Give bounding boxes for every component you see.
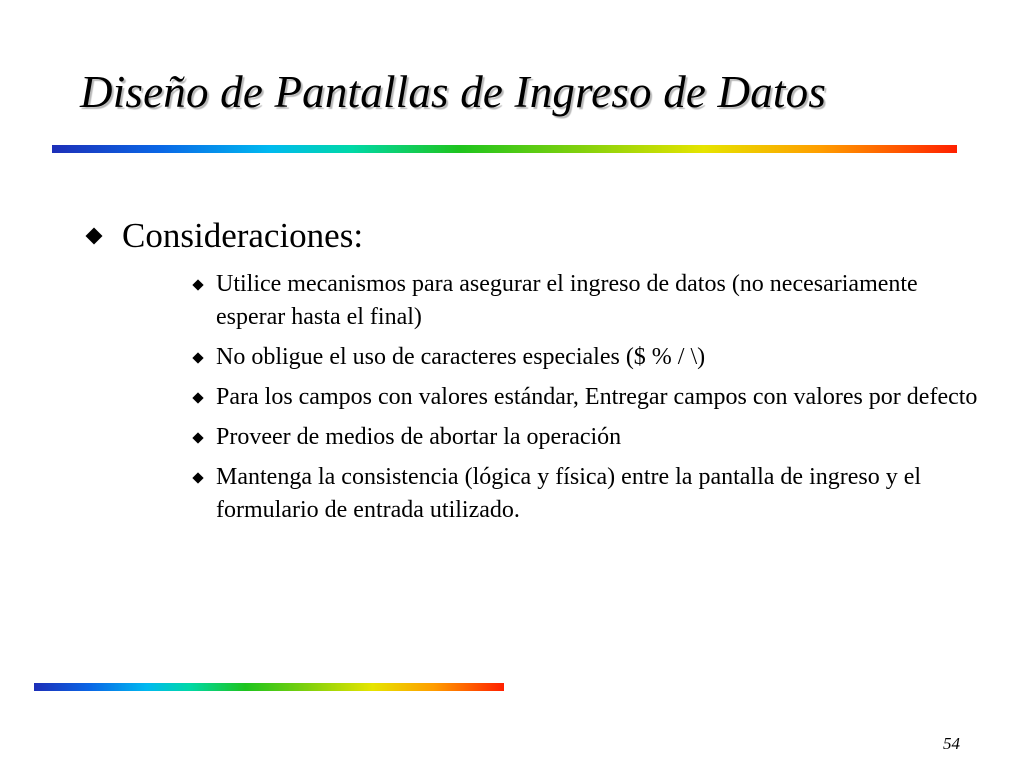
main-bullet-text: Consideraciones: bbox=[122, 216, 364, 255]
list-item bbox=[192, 341, 992, 374]
diamond-bullet-icon bbox=[192, 472, 203, 483]
list-item-text: Para los campos con valores estándar, Entregar campos con valores por defecto bbox=[216, 384, 978, 410]
rainbow-divider-bottom bbox=[34, 683, 504, 691]
list-item-text: Utilice mecanismos para asegurar el ingreso de datos (no necesariamente esperar hasta el final) bbox=[216, 271, 918, 330]
list-item-text: No obligue el uso de caracteres especiales ($ % / \) bbox=[216, 344, 706, 370]
slide-title: Diseño de Pantallas de Ingreso de Datos bbox=[80, 67, 827, 117]
diamond-bullet-icon bbox=[192, 432, 203, 443]
rainbow-divider-top bbox=[52, 145, 957, 153]
diamond-bullet-icon bbox=[192, 352, 203, 363]
list-item bbox=[192, 268, 992, 334]
list-item bbox=[192, 421, 992, 454]
list-item-text: Proveer de medios de abortar la operación bbox=[216, 424, 622, 450]
page-number: 54 bbox=[943, 734, 960, 753]
diamond-bullet-icon bbox=[86, 228, 103, 245]
diamond-bullet-icon bbox=[192, 279, 203, 290]
list-item-text: Mantenga la consistencia (lógica y física) entre la pantalla de ingreso y el formulario de entrada utilizado. bbox=[216, 464, 922, 523]
list-item bbox=[192, 381, 992, 414]
sub-bullet-list bbox=[192, 268, 992, 534]
diamond-bullet-icon bbox=[192, 392, 203, 403]
list-item bbox=[192, 461, 992, 527]
main-bullet bbox=[88, 216, 363, 256]
